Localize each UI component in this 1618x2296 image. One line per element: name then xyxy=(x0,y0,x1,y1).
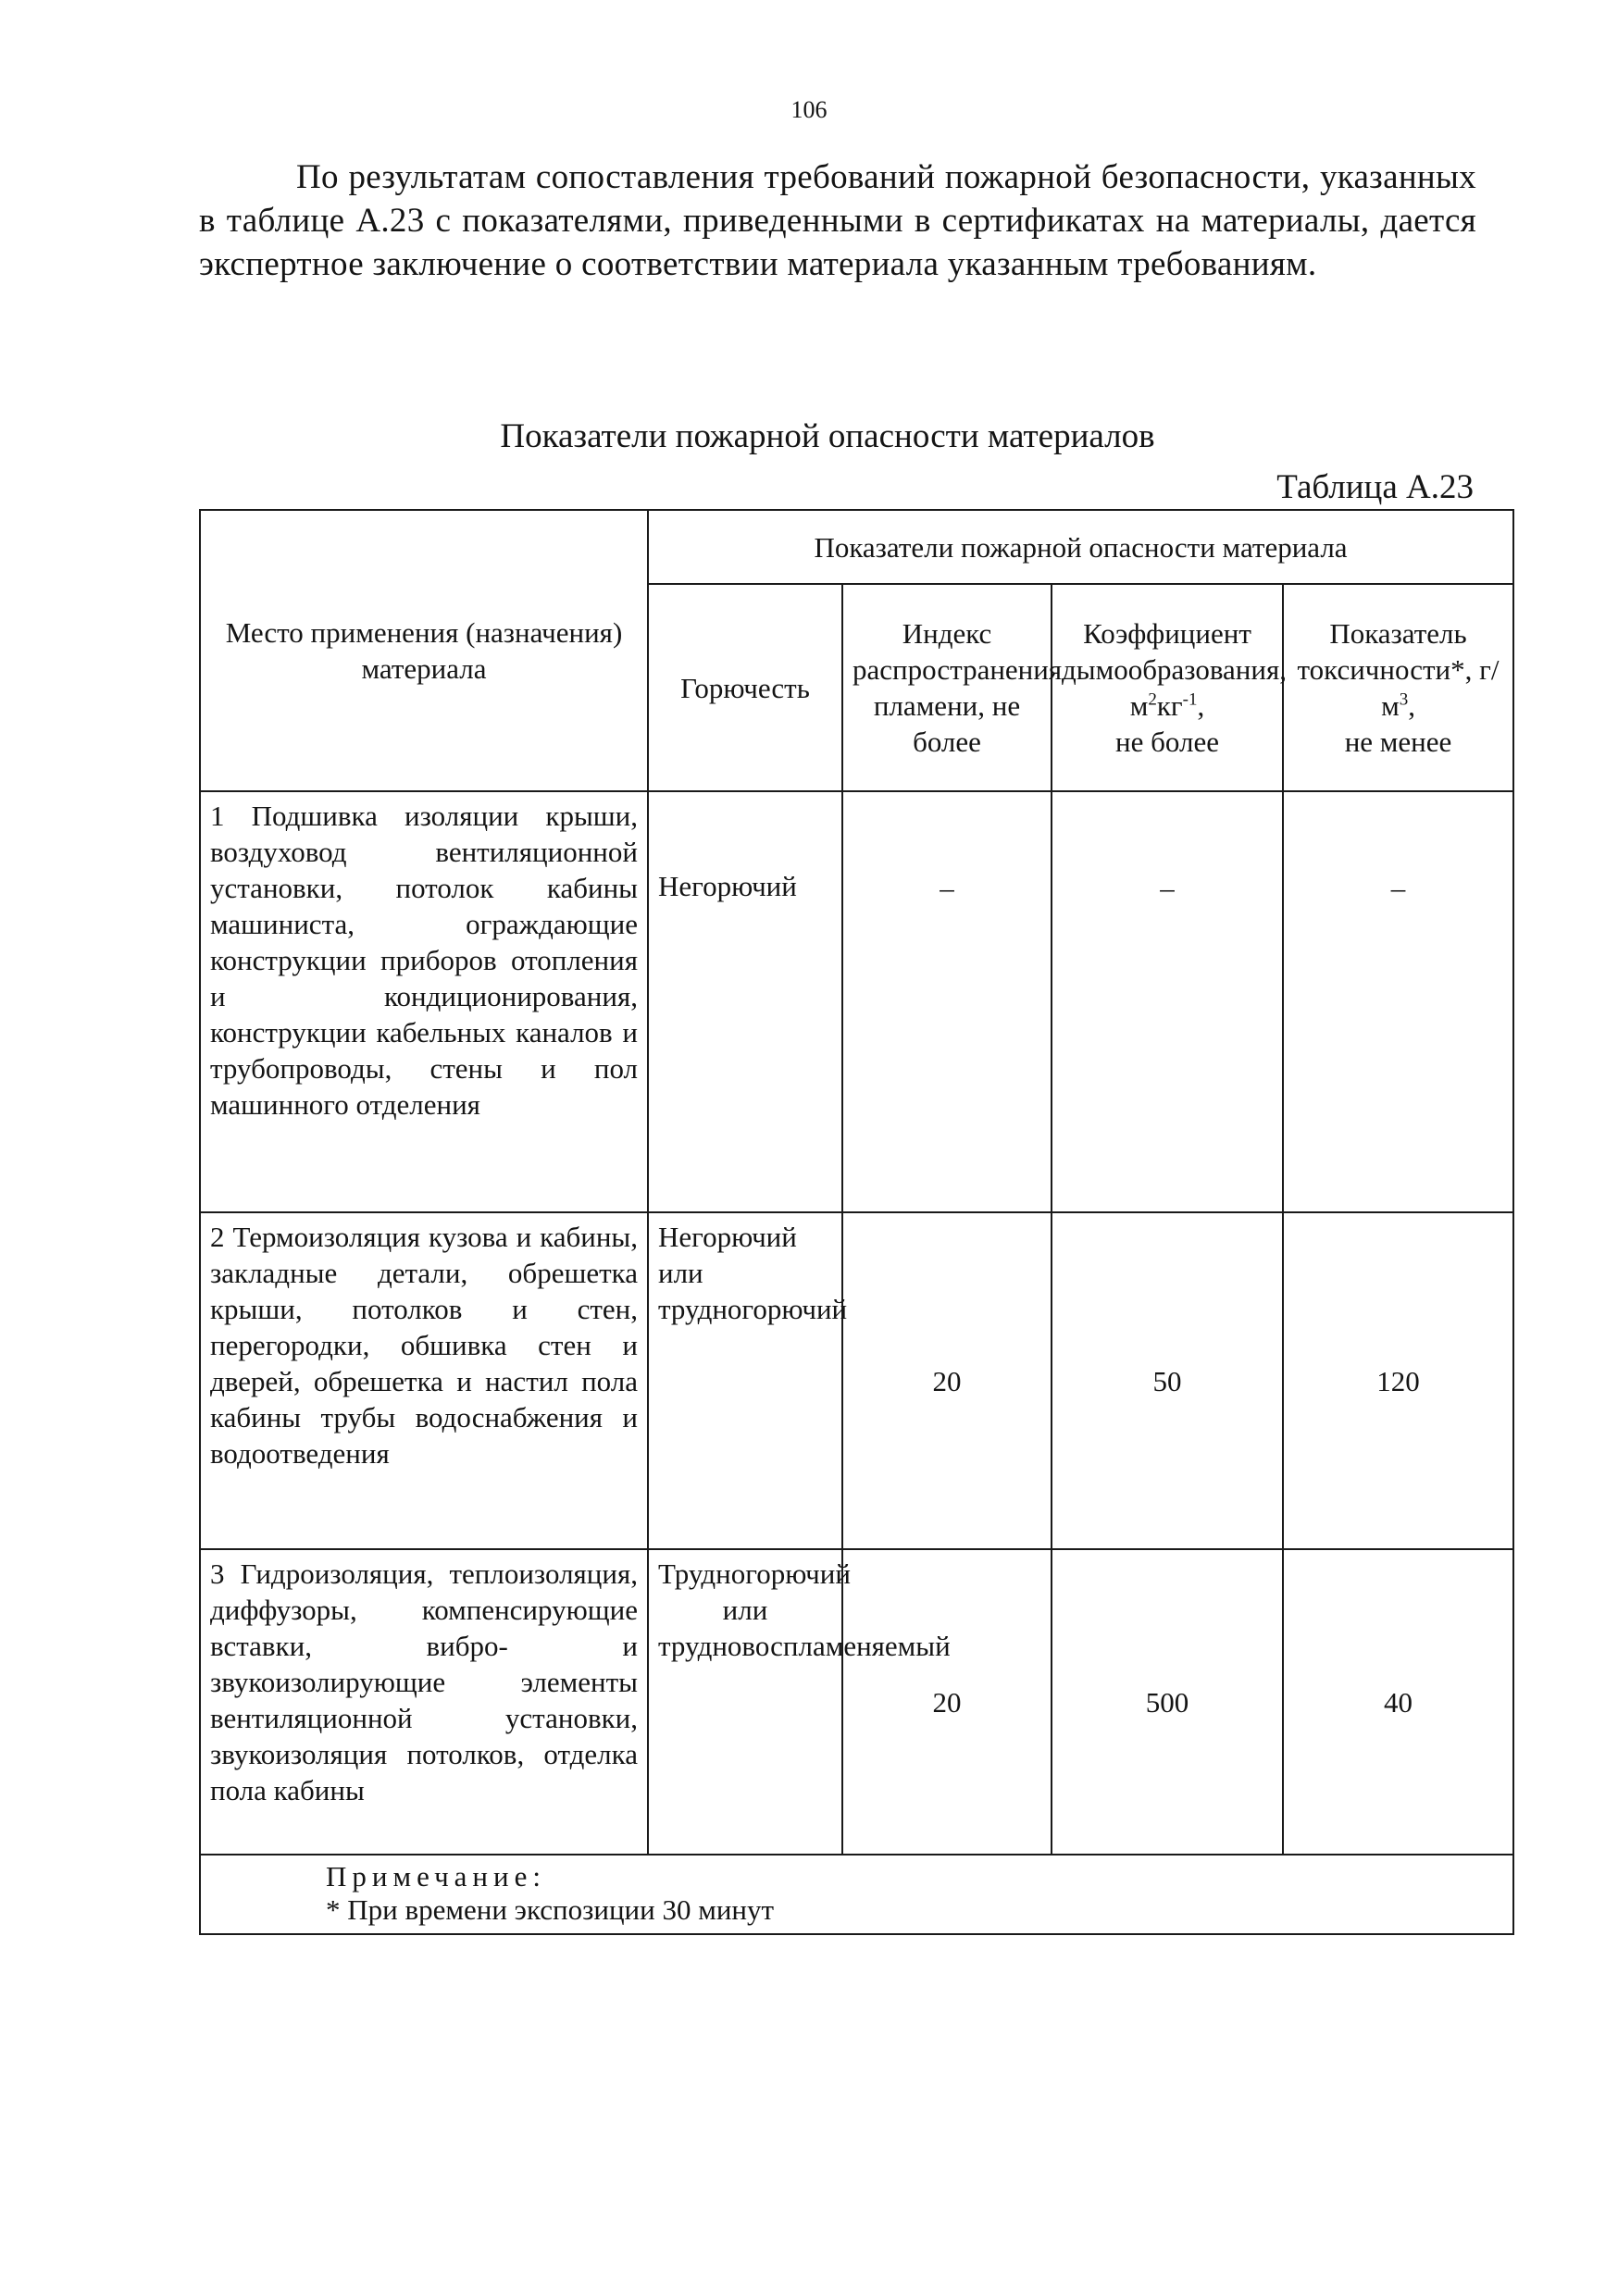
intro-paragraph: По результатам сопоставления требований пожарной безопасности, указанных в таблице А.23 с показателями, приведенными в сертификатах на материалы, дается экспертное заключение о соответствии материала указанным требованиям. xyxy=(199,158,1476,283)
header-smoke-main: Коэффициент дымообразования, м xyxy=(1062,617,1287,722)
row-place: 3 Гидроизоляция, теплоизоляция, диффузоры, компенсирующие вставки, вибро- и звукоизолирующие элементы вентиляционной установки, звукоизоляция потолков, отделка пола кабины xyxy=(200,1549,648,1855)
header-tox-main: Показатель токсичности*, г/м xyxy=(1297,617,1500,722)
header-flame-index: Индекс распространения пламени, не более xyxy=(842,584,1052,791)
header-tox-last: не менее xyxy=(1344,726,1452,758)
table-row xyxy=(200,1212,1513,1549)
header-smoke-sup1: 2 xyxy=(1148,689,1157,710)
header-smoke-mid: кг xyxy=(1156,689,1183,722)
note-text: * При времени экспозиции 30 минут xyxy=(326,1893,775,1926)
row-toxicity: 40 xyxy=(1283,1549,1513,1855)
header-smoke-sup2: -1 xyxy=(1182,689,1198,710)
row-smoke: – xyxy=(1052,791,1283,1212)
header-flammability: Горючесть xyxy=(648,584,842,791)
header-tox-sup: 3 xyxy=(1399,689,1409,710)
table-row xyxy=(200,791,1513,1212)
header-toxicity xyxy=(1283,584,1513,791)
row-flammability: Негорючий xyxy=(648,791,842,1212)
table-heading: Показатели пожарной опасности материалов xyxy=(500,417,1155,455)
table-note xyxy=(200,1855,1513,1934)
row-place: 2 Термоизоляция кузова и кабины, закладные детали, обрешетка крыши, потолков и стен, перегородки, обшивка стен и дверей, обрешетка и настил пола кабины трубы водоснабжения и водоотведения xyxy=(200,1212,648,1549)
row-smoke: 500 xyxy=(1052,1549,1283,1855)
row-flammability: Трудногорючий или трудновоспламеняемый xyxy=(648,1549,842,1855)
page-number: 106 xyxy=(790,96,828,123)
table-note-row xyxy=(200,1855,1513,1934)
table-header-row-1 xyxy=(200,510,1513,584)
header-smoke xyxy=(1052,584,1287,791)
header-smoke-tail: , xyxy=(1197,689,1205,722)
header-smoke-last: не более xyxy=(1115,726,1219,758)
row-flame-index: 20 xyxy=(842,1549,1052,1855)
row-toxicity: – xyxy=(1283,791,1513,1212)
header-tox-tail: , xyxy=(1408,689,1415,722)
fire-hazard-table xyxy=(199,509,1514,1935)
row-flammability: Негорючий или трудногорючий xyxy=(648,1212,842,1549)
header-group: Показатели пожарной опасности материала xyxy=(648,510,1513,584)
table-row xyxy=(200,1549,1513,1855)
row-smoke: 50 xyxy=(1052,1212,1283,1549)
table-number: Таблица А.23 xyxy=(1276,468,1474,506)
header-place: Место применения (назначения) материала xyxy=(200,510,648,791)
note-title: Примечание: xyxy=(326,1860,546,1893)
row-place: 1 Подшивка изоляции крыши, воздуховод вентиляционной установки, потолок кабины машиниста, ограждающие конструкции приборов отопления и кондиционирования, конструкции кабельных каналов и трубопроводы, стены и пол машинного отделения xyxy=(200,791,648,1212)
row-flame-index: – xyxy=(842,791,1052,1212)
row-toxicity: 120 xyxy=(1283,1212,1513,1549)
row-flame-index: 20 xyxy=(842,1212,1052,1549)
